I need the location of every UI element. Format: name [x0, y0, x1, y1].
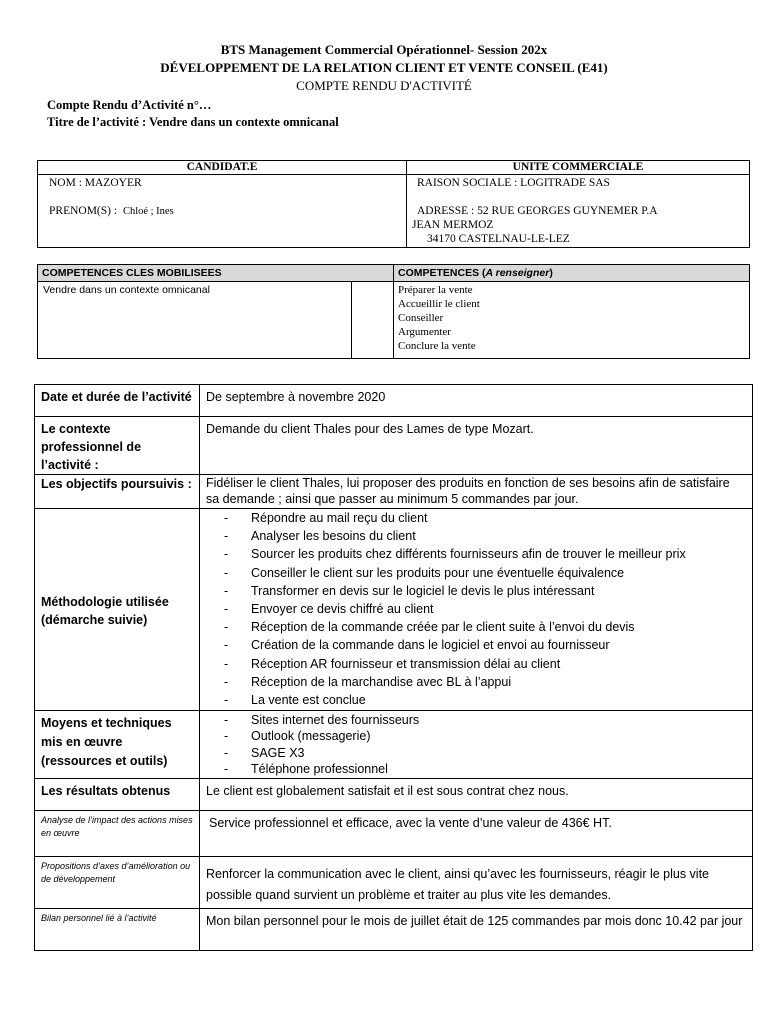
analyse-value: Service professionnel et efficace, avec la vente d’une valeur de 436€ HT.	[200, 811, 753, 857]
bilan-value: Mon bilan personnel pour le mois de juillet était de 125 commandes par mois donc 10.42 par jour	[200, 909, 753, 951]
document-type: COMPTE RENDU D'ACTIVITÉ	[296, 78, 472, 93]
adresse-line1: ADRESSE : 52 RUE GEORGES GUYNEMER P.A	[417, 205, 658, 217]
propositions-value: Renforcer la communication avec le client, ainsi qu’avec les fournisseurs, réagir le plus vite possible quand survient un problème et traiter au plus vite les demandes.	[200, 857, 753, 909]
step-item: - Sourcer les produits chez différents fournisseurs afin de trouver le meilleur prix	[206, 545, 746, 563]
competence-item: Accueillir le client	[398, 298, 480, 310]
resultats-label: Les résultats obtenus	[35, 779, 200, 811]
step-item: - Répondre au mail reçu du client	[206, 509, 746, 527]
step-item: - Conseiller le client sur les produits pour une éventuelle équivalence	[206, 564, 746, 582]
objectifs-label: Les objectifs poursuivis :	[35, 475, 200, 509]
compte-rendu-number: Compte Rendu d’Activité n°…	[47, 98, 212, 112]
bilan-label: Bilan personnel lié à l’activité	[35, 909, 200, 951]
methodologie-steps	[200, 509, 753, 711]
step-item: - Réception de la marchandise avec BL à l’appui	[206, 673, 746, 691]
competence-item: Conclure la vente	[398, 340, 476, 352]
candidate-table	[37, 160, 750, 248]
activity-table	[34, 384, 753, 951]
unit-cell	[407, 175, 750, 248]
key-competences-header: COMPETENCES CLES MOBILISEES	[38, 265, 394, 282]
analyse-label: Analyse de l’impact des actions mises en œuvre	[35, 811, 200, 857]
key-competence-cell: Vendre dans un contexte omnicanal	[38, 282, 352, 359]
step-item: - Analyser les besoins du client	[206, 527, 746, 545]
moyens-items	[200, 711, 753, 779]
epreuve-title: DÉVELOPPEMENT DE LA RELATION CLIENT ET VENTE CONSEIL (E41)	[160, 60, 608, 75]
step-item: - Réception AR fournisseur et transmission délai au client	[206, 655, 746, 673]
raison-sociale: RAISON SOCIALE : LOGITRADE SAS	[417, 177, 610, 189]
adresse-line3: 34170 CASTELNAU-LE-LEZ	[427, 233, 570, 245]
step-item: - Réception de la commande créée par le client suite à l’envoi du devis	[206, 618, 746, 636]
propositions-label: Propositions d’axes d’amélioration ou de développement	[35, 857, 200, 909]
competence-item: Conseiller	[398, 312, 444, 324]
methodologie-label: Méthodologie utilisée (démarche suivie)	[35, 509, 200, 711]
exam-title: BTS Management Commercial Opérationnel- Session 202x	[220, 42, 548, 57]
step-item: - La vente est conclue	[206, 691, 746, 709]
candidate-prenom	[49, 205, 174, 217]
moyen-item: - Outlook (messagerie)	[206, 728, 746, 744]
moyen-item: - Sites internet des fournisseurs	[206, 712, 746, 728]
adresse-line2: JEAN MERMOZ	[412, 219, 494, 231]
competences-table	[37, 264, 750, 359]
prenom-value: Chloé ; Ines	[122, 206, 174, 217]
competence-item: Argumenter	[398, 326, 451, 338]
step-item: - Création de la commande dans le logiciel et envoi au fournisseur	[206, 636, 746, 654]
date-label: Date et durée de l’activité	[35, 385, 200, 417]
competence-item: Préparer la vente	[398, 284, 473, 296]
activity-title: Titre de l’activité : Vendre dans un contexte omnicanal	[47, 115, 339, 129]
competences-header: COMPETENCES (A renseigner)	[394, 265, 750, 282]
step-item: - Transformer en devis sur le logiciel le devis le plus intéressant	[206, 582, 746, 600]
candidate-cell	[38, 175, 407, 248]
step-item: - Envoyer ce devis chiffré au client	[206, 600, 746, 618]
candidate-header: CANDIDAT.E	[38, 161, 407, 175]
moyens-label: Moyens et techniques mis en œuvre (ressources et outils)	[35, 711, 200, 779]
competences-list	[394, 282, 750, 359]
date-value: De septembre à novembre 2020	[200, 385, 753, 417]
candidate-nom: NOM : MAZOYER	[49, 177, 142, 189]
prenom-label: PRENOM(S) :	[49, 205, 118, 217]
contexte-value: Demande du client Thales pour des Lames de type Mozart.	[200, 417, 753, 475]
empty-cell	[352, 282, 394, 359]
resultats-value: Le client est globalement satisfait et il est sous contrat chez nous.	[200, 779, 753, 811]
objectifs-value: Fidéliser le client Thales, lui proposer des produits en fonction de ses besoins afin de satisfaire sa demande ; ainsi que passer au minimum 5 commandes par jour.	[200, 475, 753, 509]
moyen-item: - Téléphone professionnel	[206, 761, 746, 777]
contexte-label: Le contexte professionnel de l’activité :	[35, 417, 200, 475]
moyen-item: - SAGE X3	[206, 745, 746, 761]
unit-header: UNITE COMMERCIALE	[407, 161, 750, 175]
